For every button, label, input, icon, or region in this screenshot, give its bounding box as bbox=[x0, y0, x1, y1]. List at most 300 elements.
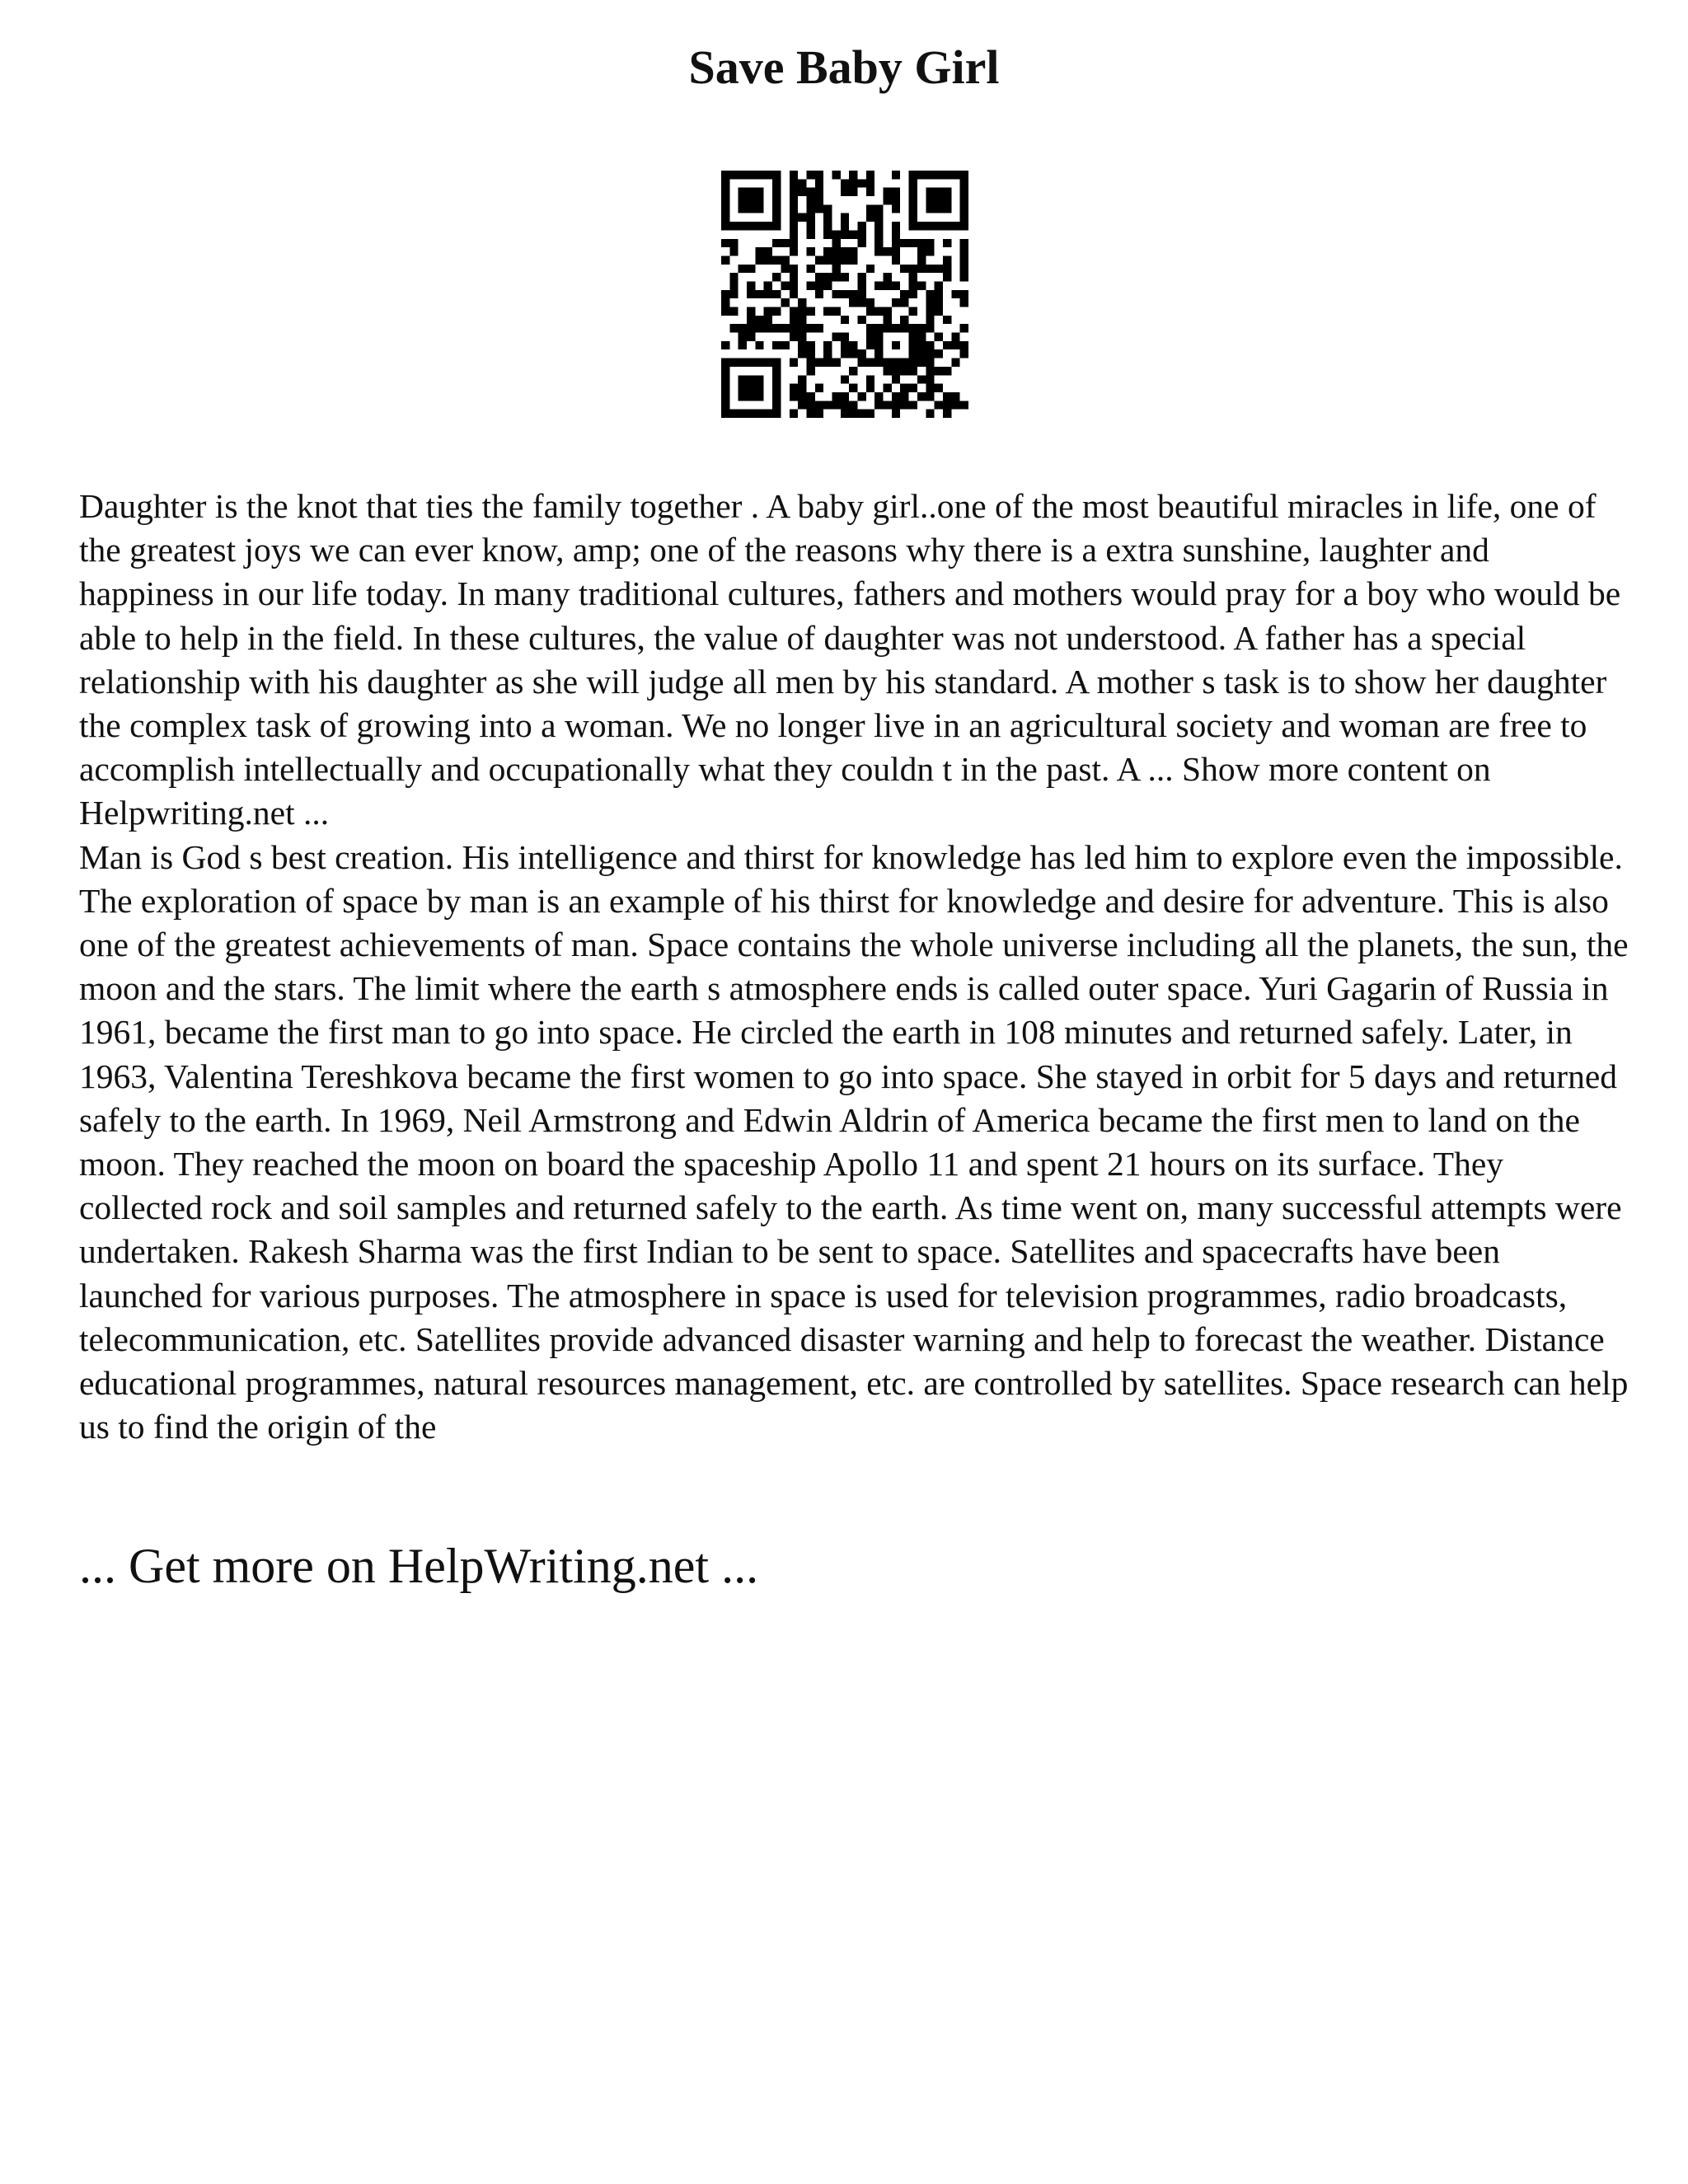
qr-code-icon[interactable] bbox=[721, 171, 968, 418]
qr-module bbox=[721, 392, 729, 401]
qr-module bbox=[849, 290, 857, 298]
qr-module bbox=[926, 410, 934, 418]
qr-module bbox=[900, 239, 908, 247]
qr-module bbox=[909, 290, 917, 298]
qr-module bbox=[806, 222, 814, 230]
qr-module bbox=[747, 222, 755, 230]
qr-module bbox=[892, 188, 900, 196]
qr-module bbox=[849, 171, 857, 179]
qr-module bbox=[909, 273, 917, 281]
qr-module bbox=[943, 410, 951, 418]
qr-module bbox=[772, 213, 781, 222]
qr-module bbox=[926, 298, 934, 307]
qr-module bbox=[884, 273, 892, 281]
qr-module bbox=[798, 333, 806, 341]
qr-module bbox=[884, 196, 892, 204]
qr-module bbox=[823, 341, 832, 349]
qr-module bbox=[900, 324, 908, 332]
qr-module bbox=[858, 273, 866, 281]
qr-module bbox=[832, 392, 840, 401]
qr-module bbox=[960, 349, 968, 358]
qr-module bbox=[858, 281, 866, 289]
qr-module bbox=[841, 375, 849, 383]
qr-module bbox=[772, 239, 781, 247]
qr-module bbox=[917, 281, 926, 289]
qr-module bbox=[943, 316, 951, 324]
qr-module bbox=[892, 401, 900, 409]
qr-module bbox=[841, 410, 849, 418]
qr-module bbox=[960, 255, 968, 264]
qr-module bbox=[747, 384, 755, 392]
qr-module bbox=[823, 359, 832, 367]
qr-module bbox=[815, 281, 823, 289]
qr-module bbox=[935, 222, 943, 230]
qr-module bbox=[943, 188, 951, 196]
qr-module bbox=[866, 307, 874, 316]
qr-module bbox=[832, 171, 840, 179]
qr-module bbox=[926, 196, 934, 204]
qr-module bbox=[806, 171, 814, 179]
qr-module bbox=[832, 333, 840, 341]
qr-module bbox=[900, 298, 908, 307]
qr-module bbox=[721, 290, 729, 298]
qr-module bbox=[772, 341, 781, 349]
qr-module bbox=[960, 171, 968, 179]
qr-module bbox=[772, 273, 781, 281]
qr-module bbox=[892, 196, 900, 204]
qr-module bbox=[892, 410, 900, 418]
qr-module bbox=[815, 188, 823, 196]
qr-module bbox=[721, 213, 729, 222]
qr-module bbox=[764, 307, 772, 316]
qr-module bbox=[721, 367, 729, 375]
qr-module bbox=[926, 392, 934, 401]
qr-module bbox=[849, 247, 857, 255]
qr-module bbox=[747, 290, 755, 298]
qr-module bbox=[781, 298, 789, 307]
qr-module bbox=[832, 290, 840, 298]
qr-module bbox=[747, 307, 755, 316]
qr-module bbox=[943, 196, 951, 204]
qr-module bbox=[721, 375, 729, 383]
qr-module bbox=[772, 401, 781, 409]
qr-module bbox=[823, 273, 832, 281]
qr-module bbox=[951, 333, 959, 341]
qr-module bbox=[790, 247, 798, 255]
qr-module bbox=[815, 179, 823, 187]
qr-module bbox=[772, 171, 781, 179]
qr-module bbox=[772, 359, 781, 367]
qr-module bbox=[755, 196, 763, 204]
qr-module bbox=[781, 324, 789, 332]
qr-module bbox=[874, 213, 883, 222]
qr-module bbox=[935, 204, 943, 213]
qr-module bbox=[729, 307, 738, 316]
qr-module bbox=[917, 171, 926, 179]
qr-module bbox=[943, 273, 951, 281]
qr-module bbox=[866, 171, 874, 179]
qr-module bbox=[935, 333, 943, 341]
qr-module bbox=[849, 341, 857, 349]
qr-module bbox=[790, 171, 798, 179]
qr-module bbox=[806, 265, 814, 273]
qr-module bbox=[874, 333, 883, 341]
qr-module bbox=[866, 213, 874, 222]
qr-module bbox=[790, 384, 798, 392]
qr-module bbox=[858, 316, 866, 324]
qr-module bbox=[874, 349, 883, 358]
qr-module bbox=[926, 349, 934, 358]
get-more-link[interactable]: ... Get more on HelpWriting.net ... bbox=[79, 1539, 759, 1593]
qr-module bbox=[772, 384, 781, 392]
qr-module bbox=[900, 265, 908, 273]
qr-module bbox=[849, 230, 857, 238]
qr-module bbox=[951, 290, 959, 298]
qr-module bbox=[849, 367, 857, 375]
qr-module bbox=[798, 316, 806, 324]
qr-module bbox=[892, 324, 900, 332]
qr-module bbox=[909, 349, 917, 358]
qr-module bbox=[960, 298, 968, 307]
qr-module bbox=[755, 222, 763, 230]
qr-module bbox=[909, 213, 917, 222]
qr-module bbox=[866, 298, 874, 307]
qr-module bbox=[764, 171, 772, 179]
qr-module bbox=[926, 204, 934, 213]
qr-module bbox=[755, 375, 763, 383]
qr-module bbox=[755, 359, 763, 367]
qr-module bbox=[874, 222, 883, 230]
qr-module bbox=[721, 204, 729, 213]
qr-module bbox=[798, 298, 806, 307]
qr-module bbox=[866, 333, 874, 341]
qr-module bbox=[943, 222, 951, 230]
qr-module bbox=[849, 410, 857, 418]
qr-module bbox=[764, 410, 772, 418]
qr-module bbox=[721, 239, 729, 247]
qr-module bbox=[926, 307, 934, 316]
qr-module bbox=[832, 307, 840, 316]
qr-module bbox=[849, 179, 857, 187]
qr-module bbox=[866, 341, 874, 349]
qr-module bbox=[823, 230, 832, 238]
qr-module bbox=[747, 359, 755, 367]
qr-module bbox=[943, 255, 951, 264]
qr-module bbox=[874, 281, 883, 289]
qr-module bbox=[729, 290, 738, 298]
qr-module bbox=[815, 204, 823, 213]
qr-module bbox=[747, 324, 755, 332]
qr-module bbox=[935, 384, 943, 392]
qr-module bbox=[874, 359, 883, 367]
qr-module bbox=[884, 316, 892, 324]
qr-module bbox=[951, 341, 959, 349]
qr-module bbox=[772, 375, 781, 383]
qr-module bbox=[951, 171, 959, 179]
qr-module bbox=[755, 324, 763, 332]
qr-module bbox=[909, 341, 917, 349]
qr-module bbox=[721, 384, 729, 392]
qr-module bbox=[892, 298, 900, 307]
qr-module bbox=[729, 239, 738, 247]
qr-module bbox=[832, 247, 840, 255]
qr-module bbox=[960, 324, 968, 332]
qr-module bbox=[858, 230, 866, 238]
qr-module bbox=[892, 204, 900, 213]
qr-module bbox=[755, 341, 763, 349]
qr-module bbox=[755, 188, 763, 196]
qr-module bbox=[858, 222, 866, 230]
qr-module bbox=[798, 307, 806, 316]
qr-module bbox=[738, 333, 747, 341]
qr-module bbox=[926, 265, 934, 273]
qr-module bbox=[790, 281, 798, 289]
qr-module bbox=[790, 316, 798, 324]
qr-module bbox=[884, 324, 892, 332]
qr-module bbox=[738, 341, 747, 349]
qr-module bbox=[926, 384, 934, 392]
qr-module bbox=[798, 375, 806, 383]
qr-module bbox=[892, 367, 900, 375]
qr-module bbox=[790, 392, 798, 401]
qr-module bbox=[764, 359, 772, 367]
qr-module bbox=[960, 341, 968, 349]
qr-module bbox=[858, 410, 866, 418]
qr-module bbox=[755, 392, 763, 401]
qr-module bbox=[909, 281, 917, 289]
qr-module bbox=[790, 204, 798, 213]
qr-module bbox=[960, 188, 968, 196]
qr-module bbox=[806, 281, 814, 289]
qr-module bbox=[926, 316, 934, 324]
qr-module bbox=[790, 265, 798, 273]
qr-module bbox=[806, 367, 814, 375]
qr-module bbox=[909, 204, 917, 213]
qr-module bbox=[866, 324, 874, 332]
qr-module bbox=[841, 333, 849, 341]
qr-module bbox=[729, 410, 738, 418]
qr-module bbox=[764, 247, 772, 255]
qr-module bbox=[806, 410, 814, 418]
qr-module bbox=[943, 341, 951, 349]
qr-module bbox=[781, 281, 789, 289]
qr-module bbox=[772, 222, 781, 230]
qr-module bbox=[747, 188, 755, 196]
qr-module bbox=[892, 341, 900, 349]
qr-module bbox=[884, 281, 892, 289]
qr-module bbox=[935, 367, 943, 375]
qr-module bbox=[874, 307, 883, 316]
qr-module bbox=[858, 359, 866, 367]
qr-module bbox=[772, 179, 781, 187]
qr-module bbox=[943, 367, 951, 375]
qr-module bbox=[832, 359, 840, 367]
qr-module bbox=[874, 341, 883, 349]
qr-module bbox=[721, 359, 729, 367]
qr-module bbox=[917, 392, 926, 401]
qr-module bbox=[790, 307, 798, 316]
qr-module bbox=[798, 341, 806, 349]
qr-module bbox=[798, 324, 806, 332]
qr-module bbox=[892, 239, 900, 247]
qr-module bbox=[917, 247, 926, 255]
qr-module bbox=[798, 401, 806, 409]
qr-module bbox=[764, 281, 772, 289]
qr-module bbox=[960, 239, 968, 247]
qr-module bbox=[849, 255, 857, 264]
qr-module bbox=[806, 188, 814, 196]
qr-module bbox=[866, 375, 874, 383]
qr-module bbox=[943, 265, 951, 273]
qr-module bbox=[823, 307, 832, 316]
qr-module bbox=[806, 307, 814, 316]
qr-module bbox=[917, 222, 926, 230]
qr-module bbox=[866, 179, 874, 187]
qr-module bbox=[747, 316, 755, 324]
qr-module bbox=[884, 384, 892, 392]
qr-module bbox=[909, 367, 917, 375]
qr-module bbox=[823, 222, 832, 230]
qr-module bbox=[841, 230, 849, 238]
qr-module bbox=[841, 213, 849, 222]
qr-module bbox=[935, 349, 943, 358]
qr-module bbox=[943, 171, 951, 179]
qr-module bbox=[909, 384, 917, 392]
qr-module bbox=[960, 401, 968, 409]
qr-module bbox=[917, 239, 926, 247]
paragraph-space: Man is God s best creation. His intelligence and thirst for knowledge has led him to explore even the impossible. The exploration of space by man is an example of his thirst for knowledge and desire for adventure. This is also one of the greatest achievements of man. Space contains the whole universe including all the planets, the sun, the moon and the stars. The limit where the earth s atmosphere ends is called outer space. Yuri Gagarin of Russia in 1961, became the first man to go into space. He circled the earth in 108 minutes and returned safely. Later, in 1963, Valentina Tereshkova became the first women to go into space. She stayed in orbit for 5 days and returned safely to the earth. In 1969, Neil Armstrong and Edwin Aldrin of America became the first men to land on the moon. They reached the moon on board the spaceship Apollo 11 and spent 21 hours on its surface. They collected rock and soil samples and returned safely to the earth. As time went on, many successful attempts were undertaken. Rakesh Sharma was the first Indian to be sent to space. Satellites and spacecrafts have been launched for various purposes. The atmosphere in space is used for television programmes, radio broadcasts, telecommunication, etc. Satellites provide advanced disaster warning and help to forecast the weather. Distance educational programmes, natural resources management, etc. are controlled by satellites. Space research can help us to find the origin of the bbox=[79, 837, 1629, 1446]
qr-module bbox=[790, 239, 798, 247]
qr-module bbox=[755, 384, 763, 392]
qr-module bbox=[892, 171, 900, 179]
qr-module bbox=[790, 324, 798, 332]
qr-module bbox=[729, 222, 738, 230]
qr-module bbox=[960, 273, 968, 281]
qr-module bbox=[926, 188, 934, 196]
qr-code-graphic bbox=[721, 171, 968, 418]
qr-module bbox=[738, 392, 747, 401]
qr-module bbox=[926, 171, 934, 179]
qr-module bbox=[738, 171, 747, 179]
qr-module bbox=[764, 255, 772, 264]
qr-module bbox=[721, 188, 729, 196]
qr-module bbox=[832, 255, 840, 264]
qr-module bbox=[909, 324, 917, 332]
qr-module bbox=[917, 265, 926, 273]
qr-module bbox=[841, 247, 849, 255]
qr-module bbox=[823, 281, 832, 289]
qr-module bbox=[806, 196, 814, 204]
qr-module bbox=[935, 290, 943, 298]
qr-module bbox=[747, 375, 755, 383]
qr-module bbox=[721, 255, 729, 264]
qr-module bbox=[772, 255, 781, 264]
qr-module bbox=[729, 247, 738, 255]
qr-module bbox=[849, 384, 857, 392]
qr-module bbox=[951, 392, 959, 401]
qr-module bbox=[874, 230, 883, 238]
qr-module bbox=[841, 392, 849, 401]
qr-module bbox=[841, 255, 849, 264]
qr-module bbox=[960, 247, 968, 255]
qr-module bbox=[806, 392, 814, 401]
qr-module bbox=[892, 247, 900, 255]
qr-module bbox=[935, 281, 943, 289]
qr-module bbox=[738, 222, 747, 230]
qr-module bbox=[823, 204, 832, 213]
qr-module bbox=[841, 341, 849, 349]
qr-module bbox=[841, 273, 849, 281]
qr-module bbox=[764, 316, 772, 324]
qr-module bbox=[798, 213, 806, 222]
qr-module bbox=[874, 392, 883, 401]
qr-module bbox=[841, 290, 849, 298]
qr-module bbox=[755, 316, 763, 324]
qr-module bbox=[917, 333, 926, 341]
qr-module bbox=[815, 196, 823, 204]
qr-module bbox=[926, 247, 934, 255]
qr-module bbox=[798, 384, 806, 392]
qr-module bbox=[781, 341, 789, 349]
qr-module bbox=[738, 324, 747, 332]
qr-module bbox=[806, 247, 814, 255]
qr-module bbox=[900, 290, 908, 298]
qr-module bbox=[926, 375, 934, 383]
qr-module bbox=[866, 188, 874, 196]
qr-module bbox=[790, 410, 798, 418]
qr-module bbox=[806, 401, 814, 409]
qr-module bbox=[815, 384, 823, 392]
qr-module bbox=[815, 290, 823, 298]
qr-module bbox=[823, 401, 832, 409]
qr-module bbox=[935, 196, 943, 204]
qr-module bbox=[721, 179, 729, 187]
qr-module bbox=[747, 171, 755, 179]
qr-module bbox=[823, 349, 832, 358]
qr-module bbox=[755, 290, 763, 298]
qr-module bbox=[884, 247, 892, 255]
qr-module bbox=[841, 188, 849, 196]
qr-module bbox=[823, 255, 832, 264]
qr-module bbox=[892, 255, 900, 264]
qr-module bbox=[841, 179, 849, 187]
qr-module bbox=[721, 171, 729, 179]
qr-module bbox=[926, 359, 934, 367]
qr-module bbox=[747, 333, 755, 341]
qr-module bbox=[815, 324, 823, 332]
qr-module bbox=[781, 239, 789, 247]
qr-module bbox=[755, 204, 763, 213]
qr-module bbox=[781, 255, 789, 264]
qr-module bbox=[747, 410, 755, 418]
qr-module bbox=[721, 341, 729, 349]
qr-module bbox=[738, 375, 747, 383]
qr-module bbox=[764, 290, 772, 298]
qr-module bbox=[909, 179, 917, 187]
qr-module bbox=[892, 230, 900, 238]
qr-module bbox=[917, 324, 926, 332]
qr-module bbox=[926, 290, 934, 298]
qr-module bbox=[858, 290, 866, 298]
qr-module bbox=[926, 367, 934, 375]
qr-module bbox=[738, 359, 747, 367]
qr-module bbox=[960, 213, 968, 222]
qr-module bbox=[790, 188, 798, 196]
qr-module bbox=[772, 324, 781, 332]
qr-module bbox=[790, 230, 798, 238]
qr-module bbox=[858, 392, 866, 401]
qr-module bbox=[909, 239, 917, 247]
